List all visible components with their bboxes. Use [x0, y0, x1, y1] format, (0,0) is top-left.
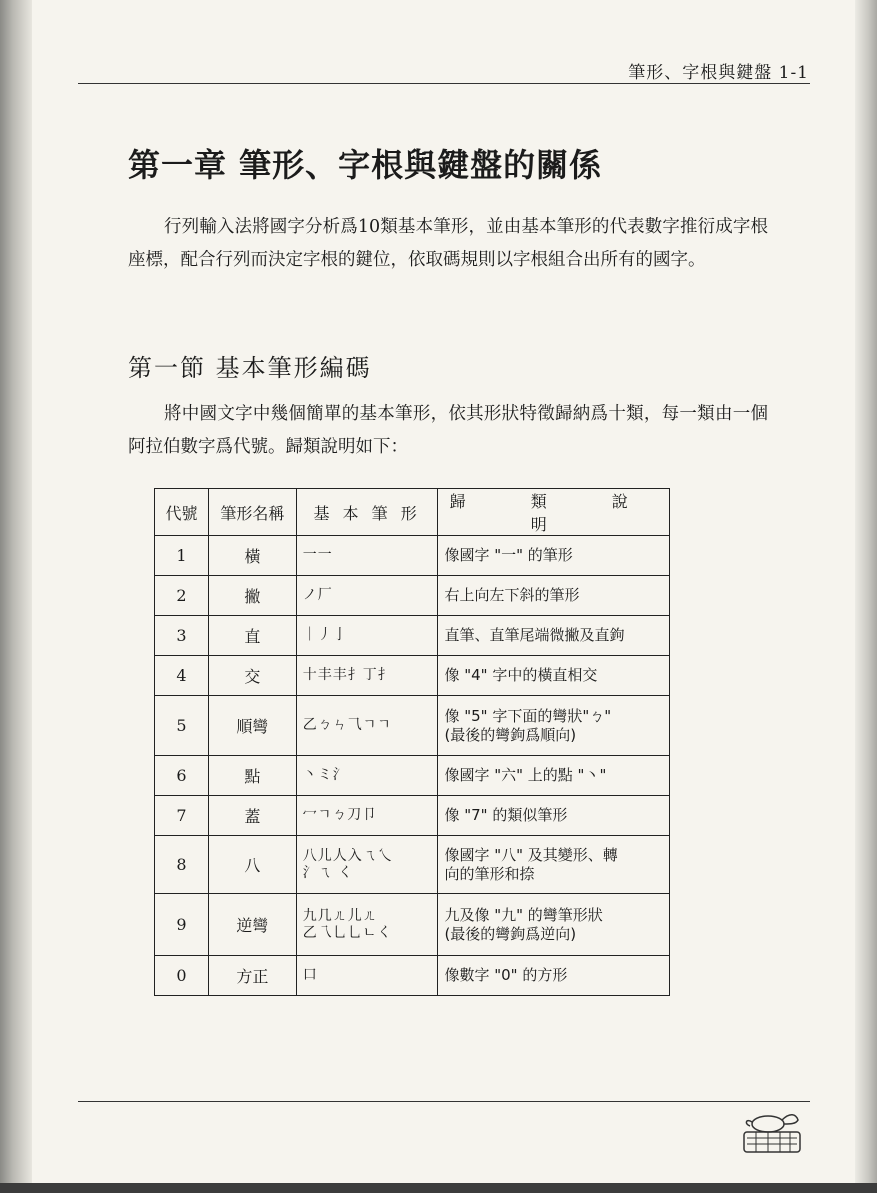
- running-head: 筆形、字根與鍵盤 1-1: [628, 63, 809, 83]
- row-description: 像 "7" 的類似筆形: [438, 796, 670, 836]
- row-name: 方正: [208, 956, 296, 996]
- row-name: 點: [208, 756, 296, 796]
- shapes-line: 乙乁乚乚ㄴく: [302, 924, 393, 941]
- description-line: 像國字 "八" 及其變形、轉: [444, 845, 618, 864]
- row-code: 4: [155, 656, 209, 696]
- row-name: 順彎: [208, 696, 296, 756]
- row-name: 蓋: [208, 796, 296, 836]
- header-shapes: 基 本 筆 形: [296, 489, 438, 536]
- table-row: [155, 796, 670, 836]
- header-rule: [78, 83, 810, 84]
- row-code: 9: [155, 894, 209, 956]
- header-code: 代號: [155, 489, 209, 536]
- shapes-line: 氵ㄟ く: [302, 864, 354, 881]
- row-shapes: 一一: [296, 536, 438, 576]
- row-code: 3: [155, 616, 209, 656]
- row-name: 撇: [208, 576, 296, 616]
- row-shapes: 口: [296, 956, 438, 996]
- row-code: 6: [155, 756, 209, 796]
- table-row: [155, 696, 670, 756]
- intro-paragraph: 行列輸入法將國字分析爲10類基本筆形，並由基本筆形的代表數字推衍成字根座標，配合行列而決定字根的鍵位，依取碼規則以字根組合出所有的國字。: [128, 217, 768, 270]
- row-shapes: 十丰丰扌丁扌: [296, 656, 438, 696]
- row-shapes: ノ厂: [296, 576, 438, 616]
- row-description: [438, 894, 670, 956]
- row-name: 直: [208, 616, 296, 656]
- row-name: 八: [208, 836, 296, 894]
- row-shapes: 丶ミ氵: [296, 756, 438, 796]
- description-line: 九及像 "九" 的彎筆形狀: [444, 905, 603, 924]
- row-description: 像數字 "0" 的方形: [438, 956, 670, 996]
- table-row: [155, 756, 670, 796]
- row-shapes: 冖ㄱㄅ刀卩: [296, 796, 438, 836]
- table-row: [155, 956, 670, 996]
- row-code: 1: [155, 536, 209, 576]
- description-line: (最後的彎鉤爲逆向): [444, 924, 577, 943]
- row-code: 7: [155, 796, 209, 836]
- row-shapes: [296, 894, 438, 956]
- section-title: 第一節 基本筆形編碼: [128, 354, 372, 382]
- row-code: 2: [155, 576, 209, 616]
- binding-shadow: [0, 0, 32, 1193]
- description-line: 像 "5" 字下面的彎狀"ㄅ": [444, 706, 612, 725]
- section-paragraph: 將中國文字中幾個簡單的基本筆形，依其形狀特徵歸納爲十類，每一類由一個阿拉伯數字爲代號。歸類說明如下：: [128, 404, 768, 457]
- chapter-title: 第一章 筆形、字根與鍵盤的關係: [128, 146, 603, 184]
- row-code: 5: [155, 696, 209, 756]
- scan-border: [0, 1183, 877, 1193]
- row-description: 像國字 "六" 上的點 "丶": [438, 756, 670, 796]
- table-row: [155, 536, 670, 576]
- table-row: [155, 836, 670, 894]
- row-code: 0: [155, 956, 209, 996]
- description-line: 向的筆形和捺: [444, 864, 535, 883]
- row-description: 右上向左下斜的筆形: [438, 576, 670, 616]
- row-description: 像 "4" 字中的橫直相交: [438, 656, 670, 696]
- stroke-table: [154, 488, 670, 996]
- table-row: [155, 576, 670, 616]
- shapes-line: 八儿人入ㄟ乀: [302, 847, 393, 864]
- row-code: 8: [155, 836, 209, 894]
- table-row: [155, 894, 670, 956]
- row-description: 直筆、直筆尾端微撇及直鉤: [438, 616, 670, 656]
- rabbit-keyboard-logo-icon: [738, 1108, 804, 1156]
- row-shapes: [296, 836, 438, 894]
- row-description: [438, 836, 670, 894]
- page-edge: [855, 0, 877, 1193]
- footer-rule: [78, 1101, 810, 1102]
- description-line: (最後的彎鉤爲順向): [444, 725, 577, 744]
- table-row: [155, 616, 670, 656]
- table-row: [155, 656, 670, 696]
- row-name: 交: [208, 656, 296, 696]
- header-name: 筆形名稱: [208, 489, 296, 536]
- row-name: 逆彎: [208, 894, 296, 956]
- row-shapes: ｜丿亅: [296, 616, 438, 656]
- header-description: 歸 類 說 明: [438, 489, 670, 536]
- table-header-row: [155, 489, 670, 536]
- shapes-line: 九几ㄦ儿ㄦ: [302, 907, 378, 924]
- row-name: 橫: [208, 536, 296, 576]
- row-shapes: 乙ㄅㄣ⺄ㄱㄱ: [296, 696, 438, 756]
- row-description: [438, 696, 670, 756]
- row-description: 像國字 "一" 的筆形: [438, 536, 670, 576]
